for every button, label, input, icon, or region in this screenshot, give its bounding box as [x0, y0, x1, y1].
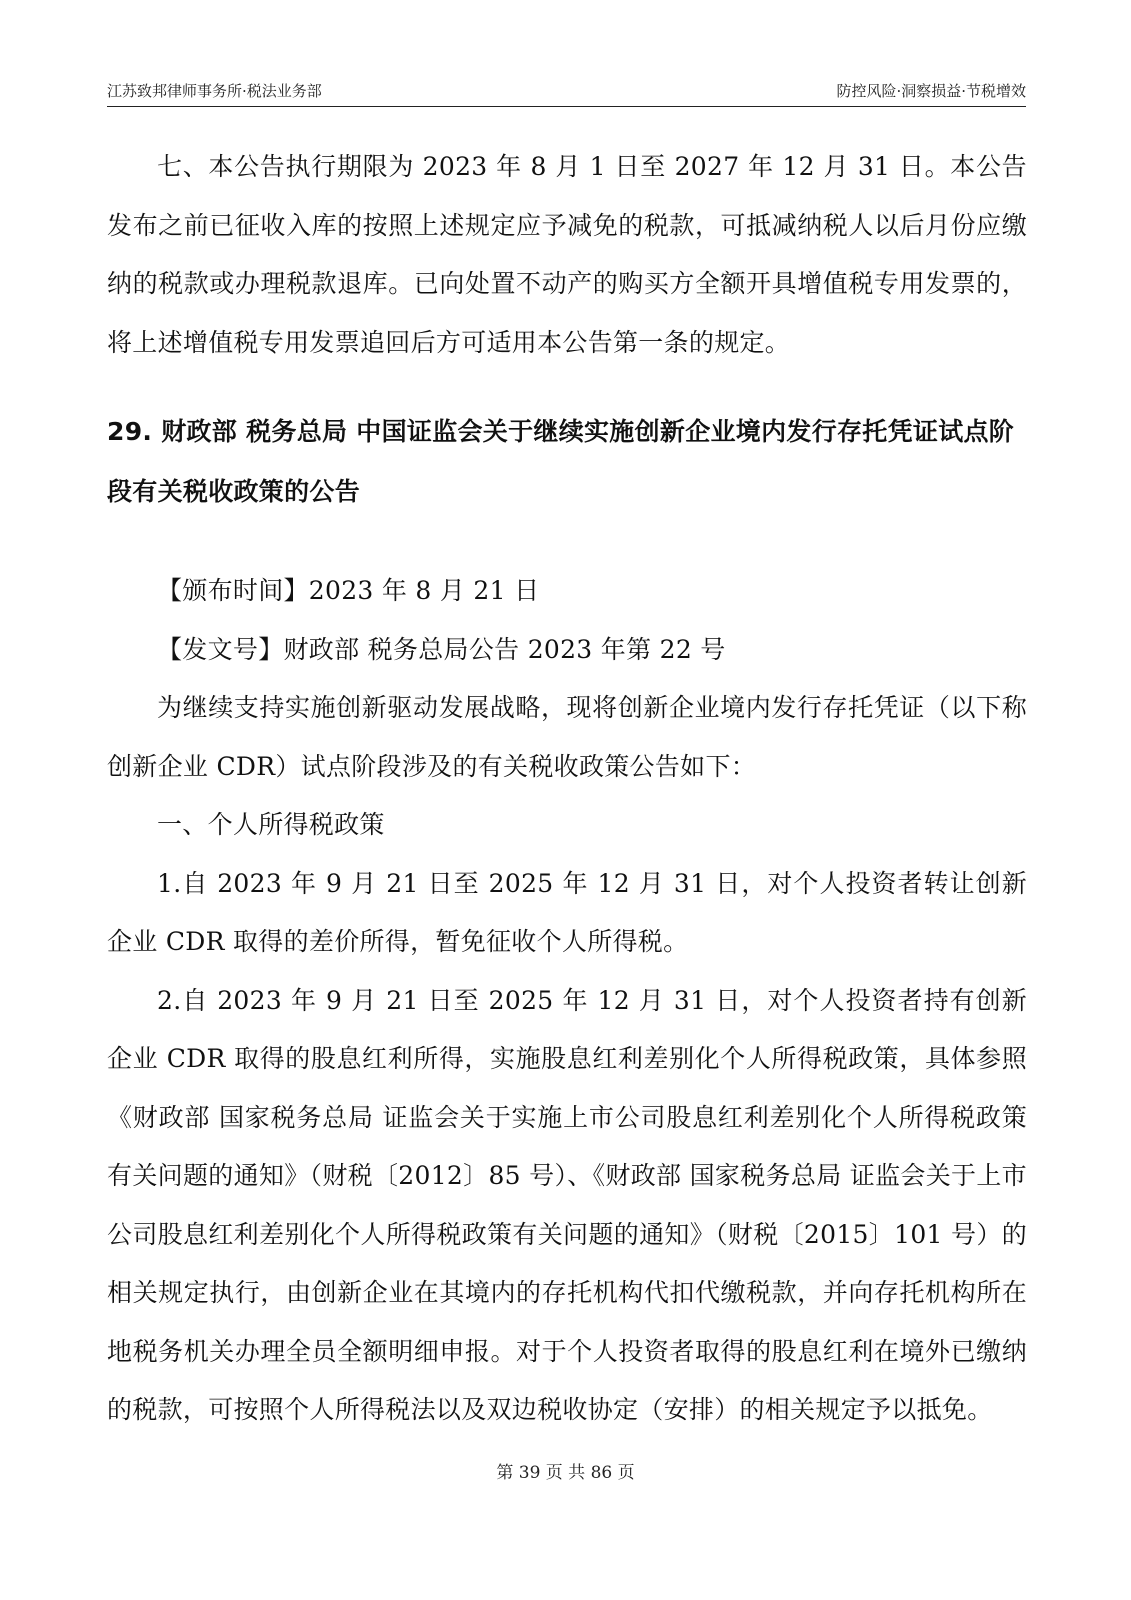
policy-item-1: 1.自 2023 年 9 月 21 日至 2025 年 12 月 31 日，对个人投资者转让创新企业 CDR 取得的差价所得，暂免征收个人所得税。	[107, 868, 1027, 956]
paragraph-article-7: 七、本公告执行期限为 2023 年 8 月 1 日至 2027 年 12 月 31 日。本公告发布之前已征收入库的按照上述规定应予减免的税款，可抵减纳税人以后月份应缴纳的税款或办理税款退库。已向处置不动产的购买方全额开具增值税专用发票的，将上述增值税专用发票追回后方可适用本公告第一条的规定。	[107, 152, 1027, 357]
page-number: 第 39 页 共 86 页	[496, 1463, 635, 1483]
header-slogan: 防控风险·洞察损益·节税增效	[836, 82, 1026, 100]
policy-item-2: 2.自 2023 年 9 月 21 日至 2025 年 12 月 31 日，对个人投资者持有创新企业 CDR 取得的股息红利所得，实施股息红利差别化个人所得税政策，具体参照《财政部 国家税务总局 证监会关于实施上市公司股息红利差别化个人所得税政策有关问题的通知》（财税〔2012〕85 号）、《财政部 国家税务总局 证监会关于上市公司股息红利差别化个人所得税政策有关问题的通知》（财税〔2015〕101 号）的相关规定执行，由创新企业在其境内的存托机构代扣代缴税款，并向存托机构所在地税务机关办理全员全额明细申报。对于个人投资者取得的股息红利在境外已缴纳的税款，可按照个人所得税法以及双边税收协定（安排）的相关规定予以抵免。	[107, 985, 1027, 1424]
section-title-individual-income-tax: 一、个人所得税政策	[157, 810, 385, 839]
document-body	[107, 138, 1027, 1440]
intro-paragraph: 为继续支持实施创新驱动发展战略，现将创新企业境内发行存托凭证（以下称创新企业 CDR）试点阶段涉及的有关税收政策公告如下：	[107, 693, 1027, 781]
issue-date: 【颁布时间】2023 年 8 月 21 日	[157, 576, 540, 605]
header-firm-name: 江苏致邦律师事务所·税法业务部	[107, 82, 322, 100]
section-heading-29: 29. 财政部 税务总局 中国证监会关于继续实施创新企业境内发行存托凭证试点阶段有关税收政策的公告	[107, 417, 1015, 506]
document-number: 【发文号】财政部 税务总局公告 2023 年第 22 号	[157, 634, 726, 664]
page-header	[107, 78, 1026, 107]
